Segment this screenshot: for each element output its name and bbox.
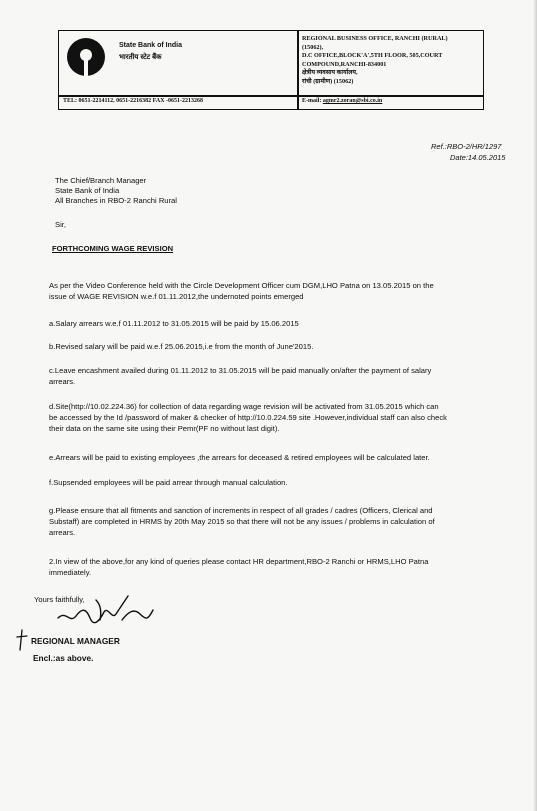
- email-address-link[interactable]: agmr2.zoran@sbi.co.in: [322, 98, 383, 104]
- office-line: क्षेत्रीय व्यवसाय कार्यालय,: [302, 69, 358, 77]
- sbi-logo-icon: [67, 38, 105, 76]
- subject-heading: FORTHCOMING WAGE REVISION: [52, 244, 174, 253]
- closing-line: Yours faithfully,: [34, 595, 85, 604]
- email-label: E-mail:: [302, 98, 323, 104]
- handwritten-signature: [56, 590, 156, 630]
- paragraph-line: g.Please ensure that all fitments and sanction of increments in respect of all grades / cadres (Officers, Clerical and: [49, 506, 433, 515]
- bank-name-hindi: भारतीय स्टेट बैंक: [119, 54, 162, 61]
- paragraph-g: [49, 505, 523, 538]
- letterhead-divider-vertical: [297, 31, 299, 109]
- email-line: [302, 98, 382, 104]
- paragraph-line: e.Arrears will be paid to existing employees ,the arrears for deceased & retired employees will be calculated later.: [49, 453, 430, 462]
- letterhead: [58, 30, 484, 110]
- telephone-fax: TEL: 0651-2214112, 0651-2216382 FAX -0651-2213268: [63, 98, 204, 104]
- paragraph-line: As per the Video Conference held with the Circle Development Officer cum DGM,LHO Patna on 13.05.2015 on the: [49, 281, 434, 290]
- paragraph-line: immediately.: [49, 568, 92, 577]
- paragraph-line: issue of WAGE REVISION w.e.f 01.11.2012,the undernoted points emerged: [49, 292, 304, 301]
- recipient-line: State Bank of India: [55, 186, 120, 195]
- paragraph-c: [49, 365, 523, 387]
- paragraph-line: c.Leave encashment availed during 01.11.2012 to 31.05.2015 will be paid manually on/after the payment of salary: [49, 366, 432, 375]
- paragraph-line: be accessed by the Id /password of maker & checker of http://10.0.224.59 site .However,individual staff can also check: [49, 413, 447, 422]
- paragraph-line: a.Salary arrears w.e.f 01.11.2012 to 31.05.2015 will be paid by 15.06.2015: [49, 319, 299, 328]
- office-address: [302, 35, 480, 87]
- paragraph-2: [49, 556, 523, 578]
- paragraph-f: [49, 477, 523, 488]
- paragraph-line: arrears.: [49, 528, 76, 537]
- paragraph-a: [49, 318, 523, 329]
- recipient-line: All Branches in RBO-2 Ranchi Rural: [55, 196, 177, 205]
- office-line: D.C OFFICE,BLOCK'A',5TH FLOOR, 505,COURT: [302, 52, 443, 60]
- recipient-line: The Chief/Branch Manager: [55, 176, 147, 185]
- paragraph-line: b.Revised salary will be paid w.e.f 25.06.2015,i.e from the month of June'2015.: [49, 342, 314, 351]
- paragraph-line: their data on the same site using their Pemr(PF no without last digit).: [49, 424, 280, 433]
- paragraph-b: [49, 341, 523, 352]
- letter-date: Date:14.05.2015: [450, 153, 506, 162]
- paragraph-line: d.Site(http://10.02.224.36) for collection of data regarding wage revision will be activated from 31.05.2015 which can: [49, 402, 439, 411]
- scan-edge-shadow: [533, 0, 537, 811]
- paragraph-d: [49, 401, 523, 434]
- office-line: रांची (ग्रामीण) (15062): [302, 77, 354, 85]
- hand-drawn-mark-icon: [16, 628, 28, 652]
- paragraph-line: 2.In view of the above,for any kind of queries please contact HR department,RBO-2 Ranchi or HRMS,LHO Patna: [49, 557, 429, 566]
- enclosure-note: Encl.:as above.: [33, 653, 94, 663]
- paragraph-e: [49, 452, 523, 463]
- recipient-address: [55, 176, 177, 206]
- signatory-title: REGIONAL MANAGER: [31, 636, 120, 646]
- paragraph-intro: [49, 280, 523, 302]
- office-line: REGIONAL BUSINESS OFFICE, RANCHI (RURAL): [302, 35, 448, 42]
- reference-number: Ref.:RBO-2/HR/1297: [431, 142, 502, 151]
- salutation: Sir,: [55, 220, 66, 229]
- letterhead-divider-horizontal: [59, 95, 483, 97]
- paragraph-line: f.Supsended employees will be paid arrear through manual calculation.: [49, 478, 288, 487]
- paragraph-line: Substaff) are completed in HRMS by 20th May 2015 so that there will not be any issues / problems in calculation of: [49, 517, 435, 526]
- office-line: COMPOUND,RANCHI-834001: [302, 60, 387, 68]
- bank-name-english: State Bank of India: [119, 42, 183, 49]
- office-line: (15062),: [302, 43, 324, 51]
- paragraph-line: arrears.: [49, 377, 76, 386]
